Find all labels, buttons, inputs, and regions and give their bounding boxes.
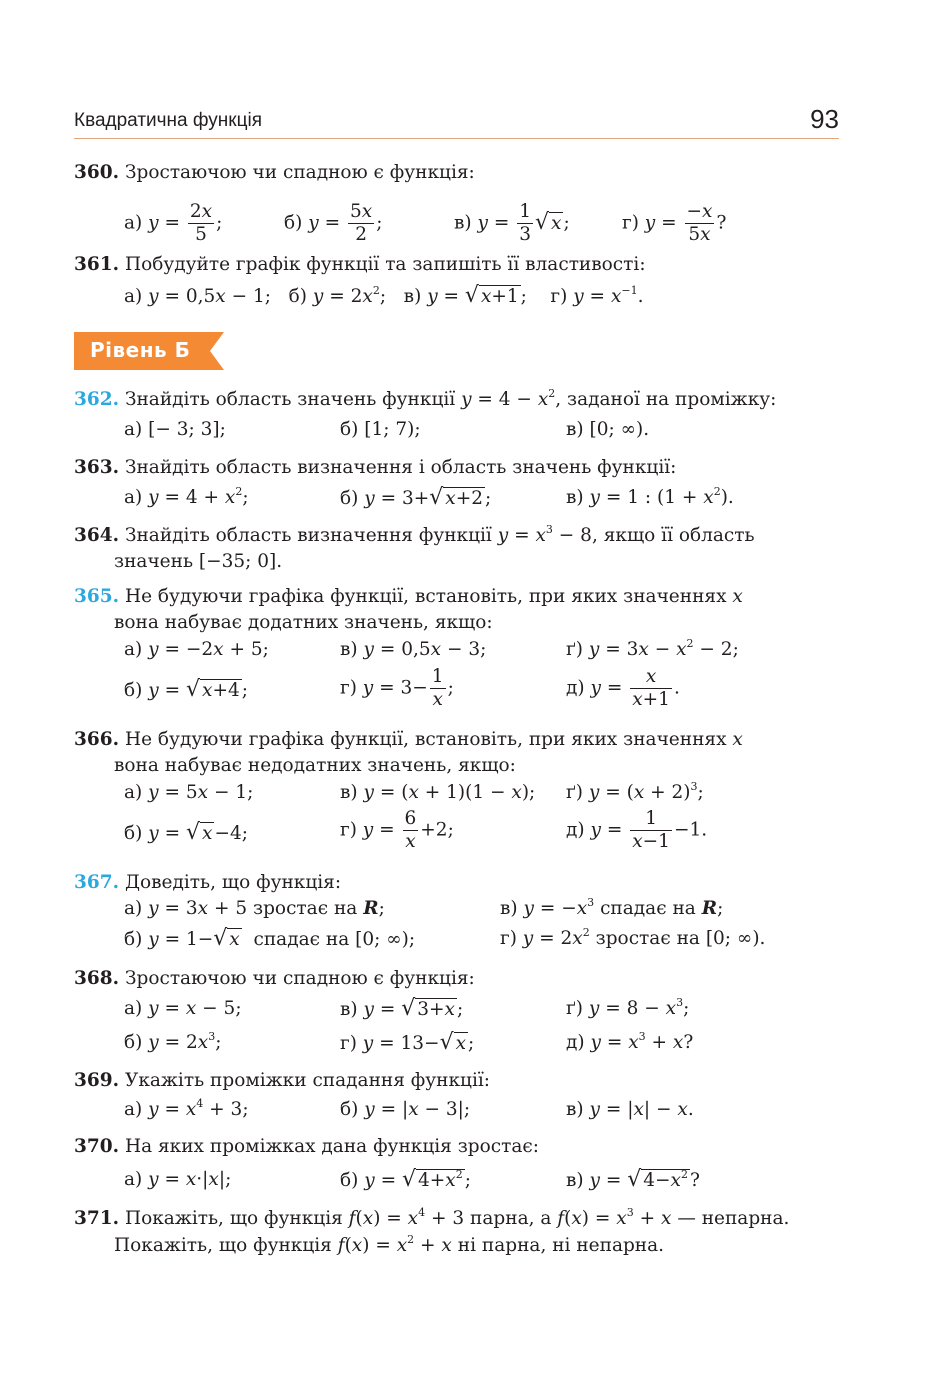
- answer-368f: д) $y = x^3 + x$?: [566, 1030, 694, 1053]
- problem-369: 369. Укажіть проміжки спадання функції:: [74, 1070, 491, 1091]
- level-label: Рівень Б: [90, 338, 191, 362]
- answer-362a: а) [− 3; 3];: [124, 419, 226, 440]
- answer-370a: а) y = x·|x|;: [124, 1169, 232, 1190]
- problem-371-line2: Покажіть, що функція $f(x) = x^2 + x$ ні парна, ні непарна.: [114, 1233, 665, 1256]
- answer-370c: в) y = √ $4-x^2$ ?: [566, 1167, 700, 1192]
- problem-366: 366. Не будуючи графіка функції, встановіть, при яких значеннях x: [74, 729, 743, 750]
- answer-362c: в) [0; ∞).: [566, 419, 650, 440]
- answer-369b: б) y = |x − 3|;: [340, 1099, 471, 1120]
- problem-360: 360. Зростаючою чи спадною є функція:: [74, 162, 475, 183]
- problem-366-line2: вона набуває недодатних значень, якщо:: [114, 755, 516, 776]
- answer-365a: а) y = −2x + 5;: [124, 639, 269, 660]
- problem-365-line2: вона набуває додатних значень, якщо:: [114, 612, 493, 633]
- problem-363: 363. Знайдіть область визначення і область значень функції:: [74, 457, 677, 478]
- problem-364: 364. Знайдіть область визначення функції $y = x^3 - 8$, якщо її область: [74, 523, 755, 546]
- answer-365b: в) y = 0,5x − 3;: [340, 639, 487, 660]
- answer-368b: в) y = √ 3+x ;: [340, 996, 464, 1021]
- problem-368: 368. Зростаючою чи спадною є функція:: [74, 968, 475, 989]
- answer-366f: д) y = $\frac{1}{x-1}$ −1.: [566, 808, 708, 852]
- answer-363a: а) $y = 4 + x^2$;: [124, 485, 249, 508]
- problem-365: 365. Не будуючи графіка функції, встановіть, при яких значеннях x: [74, 586, 743, 607]
- answer-365e: г) y = 3− $\frac{1}{x}$ ;: [340, 666, 454, 710]
- answer-363c: в) y = 1 : $(1 + x^2)$.: [566, 485, 734, 508]
- problem-361: 361. Побудуйте графік функції та запишіть її властивості:: [74, 254, 646, 275]
- answer-366e: г) y = $\frac{6}{x}$ +2;: [340, 808, 454, 852]
- answer-368d: б) $y = 2x^3$;: [124, 1030, 222, 1053]
- answer-367b: в) $y = -x^3$ спадає на R;: [500, 896, 724, 919]
- chapter-title: Квадратична функція: [74, 110, 262, 131]
- answer-360d: г) y = $\frac{-x}{5x}$ ?: [622, 201, 727, 245]
- answer-366b: в) y = (x + 1)(1 − x);: [340, 782, 536, 803]
- running-header: [74, 106, 839, 139]
- level-banner: [74, 332, 224, 370]
- answer-365c: ґ) $y = 3x - x^2 - 2$;: [566, 637, 739, 660]
- answer-360c: в) y = $\frac{1}{3}$ √ x ;: [454, 201, 570, 245]
- answer-366c: ґ) $y = (x + 2)^3$;: [566, 780, 704, 803]
- answer-369a: а) $y = x^4 + 3$;: [124, 1097, 249, 1120]
- page-number: 93: [810, 104, 839, 134]
- answer-361: а) y = 0,5x − 1; б) $y = 2x^2$; в) y = √ x+1 ; г) $y = x^{-1}$.: [124, 283, 644, 308]
- problem-364-line2: значень [−35; 0].: [114, 551, 283, 572]
- answer-366a: а) y = 5x − 1;: [124, 782, 254, 803]
- answer-367a: а) y = 3x + 5 зростає на R;: [124, 898, 385, 919]
- answer-363b: б) y = 3+√ x+2 ;: [340, 485, 492, 510]
- answer-366d: б) y = √ x −4;: [124, 820, 248, 845]
- answer-365f: д) y = $\frac{x}{x+1}$ .: [566, 666, 680, 710]
- answer-368e: г) y = 13−√ x ;: [340, 1030, 475, 1055]
- problem-362: 362. Знайдіть область значень функції $y = 4 - x^2$, заданої на проміжку:: [74, 387, 777, 410]
- answer-368c: ґ) $y = 8 - x^3$;: [566, 996, 690, 1019]
- answer-368a: а) y = x − 5;: [124, 998, 242, 1019]
- answer-360a: а) y = $\frac{2x}{5}$ ;: [124, 201, 223, 245]
- problem-371: 371. Покажіть, що функція $f(x) = x^4 + 3$ парна, а $f(x) = x^3 + x$ — непарна.: [74, 1206, 790, 1229]
- answer-360b: б) y = $\frac{5x}{2}$ ;: [284, 201, 383, 245]
- answer-367d: г) $y = 2x^2$ зростає на [0; ∞).: [500, 926, 766, 949]
- answer-367c: б) y = 1−√ x спадає на [0; ∞);: [124, 926, 416, 951]
- problem-370: 370. На яких проміжках дана функція зростає:: [74, 1136, 539, 1157]
- answer-362b: б) [1; 7);: [340, 419, 421, 440]
- answer-365d: б) y = √ x+4 ;: [124, 677, 248, 702]
- answer-369c: в) y = |x| − x.: [566, 1099, 694, 1120]
- answer-370b: б) y = √ $4+x^2$ ;: [340, 1167, 471, 1192]
- problem-367: 367. Доведіть, що функція:: [74, 872, 342, 893]
